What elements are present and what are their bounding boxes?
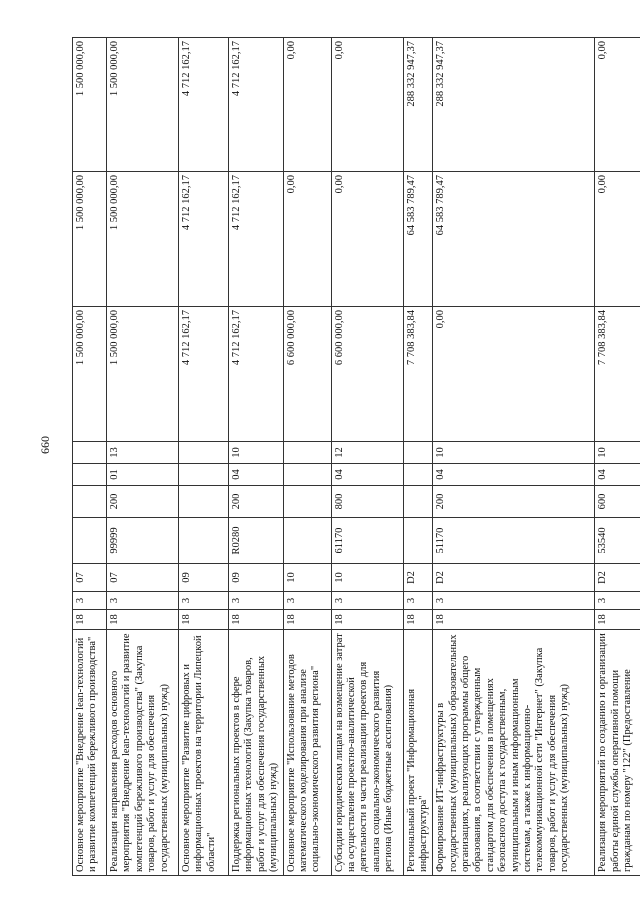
code-cell: 13 <box>107 442 179 464</box>
code-cell: 04 <box>229 464 284 486</box>
code-cell: D2 <box>595 564 640 592</box>
code-cell: 18 <box>595 610 640 630</box>
table-row <box>179 38 229 876</box>
code-cell <box>179 464 229 486</box>
code-cell: 10 <box>595 442 640 464</box>
amount-cell: 288 332 947,37 <box>403 38 433 172</box>
table-row <box>107 38 179 876</box>
code-cell <box>283 442 331 464</box>
row-name: Реализация мероприятий по созданию и организации работы единой службы оперативной помощи гражданам по номеру "122" (Предоставление <box>595 630 640 876</box>
code-cell: 04 <box>595 464 640 486</box>
amount-cell: 1 500 000,00 <box>107 172 179 307</box>
code-cell: 51170 <box>433 518 595 564</box>
row-name: Субсидии юридическим лицам на возмещение затрат на осуществление проектно-аналитической деятельности в части реализации проектов для анализа социально-экономического развития региона (Иные бюджетные ассигнования) <box>331 630 403 876</box>
code-cell <box>283 464 331 486</box>
code-cell: 18 <box>283 610 331 630</box>
budget-table <box>72 37 640 876</box>
amount-cell: 64 583 789,47 <box>403 172 433 307</box>
code-cell: 18 <box>179 610 229 630</box>
code-cell: R0280 <box>229 518 284 564</box>
code-cell: 10 <box>331 564 403 592</box>
amount-cell: 6 600 000,00 <box>331 307 403 442</box>
code-cell <box>73 464 107 486</box>
code-cell: 800 <box>331 486 403 518</box>
amount-cell: 0,00 <box>595 38 640 172</box>
page-number: 660 <box>38 436 52 454</box>
code-cell <box>73 486 107 518</box>
code-cell <box>403 518 433 564</box>
code-cell: 04 <box>433 464 595 486</box>
row-name: Региональный проект "Информационная инфраструктура" <box>403 630 433 876</box>
code-cell: 18 <box>433 610 595 630</box>
code-cell: 18 <box>107 610 179 630</box>
table-row <box>403 38 433 876</box>
code-cell: 18 <box>403 610 433 630</box>
amount-cell: 1 500 000,00 <box>73 307 107 442</box>
row-name: Формирование ИТ-инфраструктуры в государственных (муниципальных) образовательных организациях, реализующих программы общего образования, в соответствии с утвержденным стандартом для обеспечения в помещениях безопасного доступа к государственным, муниципальным и иным информационным системам, а также к информационно-телекоммуникационной сети "Интернет" (Закупка товаров, работ и услуг для обеспечения государственных (муниципальных) нужд) <box>433 630 595 876</box>
code-cell: 07 <box>107 564 179 592</box>
code-cell <box>179 518 229 564</box>
code-cell <box>283 486 331 518</box>
code-cell: 3 <box>595 592 640 610</box>
amount-cell: 288 332 947,37 <box>433 38 595 172</box>
table-row <box>73 38 107 876</box>
code-cell: 3 <box>73 592 107 610</box>
amount-cell: 0,00 <box>283 172 331 307</box>
amount-cell: 0,00 <box>331 172 403 307</box>
code-cell: 3 <box>433 592 595 610</box>
amount-cell: 4 712 162,17 <box>229 172 284 307</box>
row-name: Поддержка региональных проектов в сфере информационных технологий (Закупка товаров, работ и услуг для обеспечения государственных (муниципальных) нужд) <box>229 630 284 876</box>
row-name: Основное мероприятие "Использование методов математического моделирования при анализе социально-экономического развития региона" <box>283 630 331 876</box>
amount-cell: 1 500 000,00 <box>107 307 179 442</box>
code-cell: 10 <box>433 442 595 464</box>
amount-cell: 7 708 383,84 <box>403 307 433 442</box>
rotated-page-content <box>72 38 633 876</box>
code-cell: 3 <box>179 592 229 610</box>
code-cell: 12 <box>331 442 403 464</box>
code-cell <box>403 464 433 486</box>
row-name: Основное мероприятие "Внедрение lean-технологий и развитие компетенций бережливого производства" <box>73 630 107 876</box>
amount-cell: 0,00 <box>331 38 403 172</box>
amount-cell: 4 712 162,17 <box>179 172 229 307</box>
row-name: Реализация направления расходов основного мероприятия "Внедрение lean-технологий и развитие компетенций бережливого производства" (Закупка товаров, работ и услуг для обеспечения государственных (муниципальных) нужд) <box>107 630 179 876</box>
code-cell: 10 <box>229 442 284 464</box>
code-cell: 04 <box>331 464 403 486</box>
code-cell: 18 <box>229 610 284 630</box>
code-cell <box>73 518 107 564</box>
amount-cell: 0,00 <box>433 307 595 442</box>
table-row <box>595 38 640 876</box>
amount-cell: 4 712 162,17 <box>179 38 229 172</box>
code-cell: 600 <box>595 486 640 518</box>
code-cell: 09 <box>179 564 229 592</box>
code-cell <box>403 442 433 464</box>
code-cell: 07 <box>73 564 107 592</box>
amount-cell: 1 500 000,00 <box>107 38 179 172</box>
amount-cell: 7 708 383,84 <box>595 307 640 442</box>
table-row <box>433 38 595 876</box>
code-cell: 53540 <box>595 518 640 564</box>
code-cell <box>179 486 229 518</box>
code-cell: 61170 <box>331 518 403 564</box>
amount-cell: 64 583 789,47 <box>433 172 595 307</box>
code-cell: D2 <box>433 564 595 592</box>
amount-cell: 0,00 <box>595 172 640 307</box>
code-cell: 3 <box>283 592 331 610</box>
code-cell: 3 <box>229 592 284 610</box>
amount-cell: 6 600 000,00 <box>283 307 331 442</box>
code-cell: 18 <box>73 610 107 630</box>
table-body <box>73 38 640 876</box>
code-cell <box>73 442 107 464</box>
code-cell: 3 <box>331 592 403 610</box>
code-cell <box>179 442 229 464</box>
amount-cell: 4 712 162,17 <box>229 307 284 442</box>
code-cell: 200 <box>433 486 595 518</box>
code-cell: 10 <box>283 564 331 592</box>
code-cell: 18 <box>331 610 403 630</box>
row-name: Основное мероприятие "Развитие цифровых и информационных проектов на территории Липецкой области" <box>179 630 229 876</box>
code-cell: 01 <box>107 464 179 486</box>
code-cell: 3 <box>107 592 179 610</box>
code-cell: 200 <box>229 486 284 518</box>
code-cell: 09 <box>229 564 284 592</box>
amount-cell: 0,00 <box>283 38 331 172</box>
table-row <box>331 38 403 876</box>
code-cell: 3 <box>403 592 433 610</box>
code-cell: 200 <box>107 486 179 518</box>
amount-cell: 4 712 162,17 <box>179 307 229 442</box>
amount-cell: 1 500 000,00 <box>73 172 107 307</box>
table-row <box>229 38 284 876</box>
code-cell <box>283 518 331 564</box>
code-cell: 99999 <box>107 518 179 564</box>
code-cell <box>403 486 433 518</box>
amount-cell: 4 712 162,17 <box>229 38 284 172</box>
table-row <box>283 38 331 876</box>
amount-cell: 1 500 000,00 <box>73 38 107 172</box>
code-cell: D2 <box>403 564 433 592</box>
